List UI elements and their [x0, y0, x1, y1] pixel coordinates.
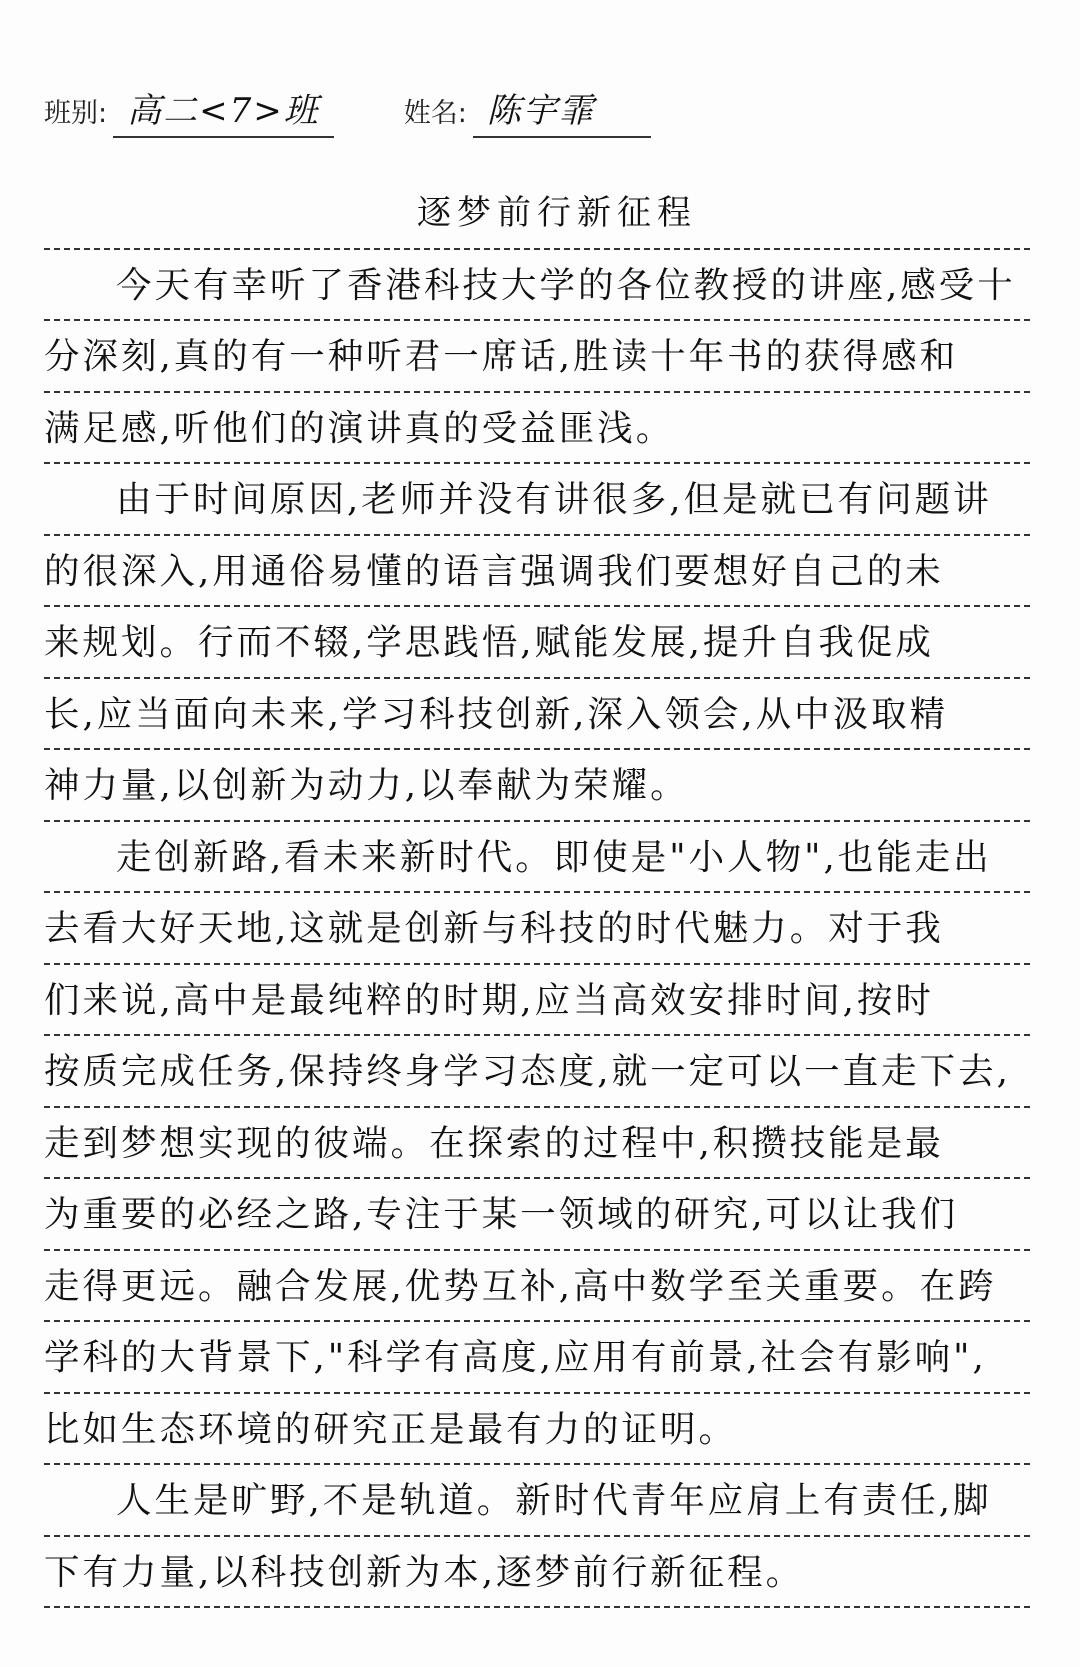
essay-line: 走得更远。融合发展,优势互补,高中数学至关重要。在跨	[44, 1251, 1030, 1323]
essay-line: 的很深入,用通俗易懂的语言强调我们要想好自己的未	[44, 536, 1030, 608]
essay-line: 由于时间原因,老师并没有讲很多,但是就已有问题讲	[44, 464, 1030, 536]
essay-line: 为重要的必经之路,专注于某一领域的研究,可以让我们	[44, 1179, 1030, 1251]
essay-line: 分深刻,真的有一种听君一席话,胜读十年书的获得感和	[44, 321, 1030, 393]
essay-line: 去看大好天地,这就是创新与科技的时代魅力。对于我	[44, 893, 1030, 965]
essay-line: 下有力量,以科技创新为本,逐梦前行新征程。	[44, 1537, 1030, 1609]
essay-line: 长,应当面向未来,学习科技创新,深入领会,从中汲取精	[44, 679, 1030, 751]
essay-line: 学科的大背景下,"科学有高度,应用有前景,社会有影响",	[44, 1322, 1030, 1394]
essay-line: 按质完成任务,保持终身学习态度,就一定可以一直走下去,	[44, 1036, 1030, 1108]
essay-line: 走创新路,看未来新时代。即使是"小人物",也能走出	[44, 822, 1030, 894]
essay-body	[44, 178, 1030, 1608]
essay-line: 今天有幸听了香港科技大学的各位教授的讲座,感受十	[44, 250, 1030, 322]
essay-line: 走到梦想实现的彼端。在探索的过程中,积攒技能是最	[44, 1108, 1030, 1180]
name-value: 陈宇霏	[473, 83, 651, 138]
essay-line: 比如生态环境的研究正是最有力的证明。	[44, 1394, 1030, 1466]
essay-line: 人生是旷野,不是轨道。新时代青年应肩上有责任,脚	[44, 1465, 1030, 1537]
essay-line: 们来说,高中是最纯粹的时期,应当高效安排时间,按时	[44, 965, 1030, 1037]
essay-line: 神力量,以创新为动力,以奉献为荣耀。	[44, 750, 1030, 822]
essay-title: 逐梦前行新征程	[44, 178, 1030, 250]
class-label: 班别:	[44, 98, 108, 129]
essay-line: 满足感,听他们的演讲真的受益匪浅。	[44, 393, 1030, 465]
essay-line: 来规划。行而不辍,学思践悟,赋能发展,提升自我促成	[44, 607, 1030, 679]
class-value: 高二<7>班	[113, 83, 334, 138]
student-info-header	[44, 78, 1020, 138]
name-label: 姓名:	[403, 98, 467, 129]
